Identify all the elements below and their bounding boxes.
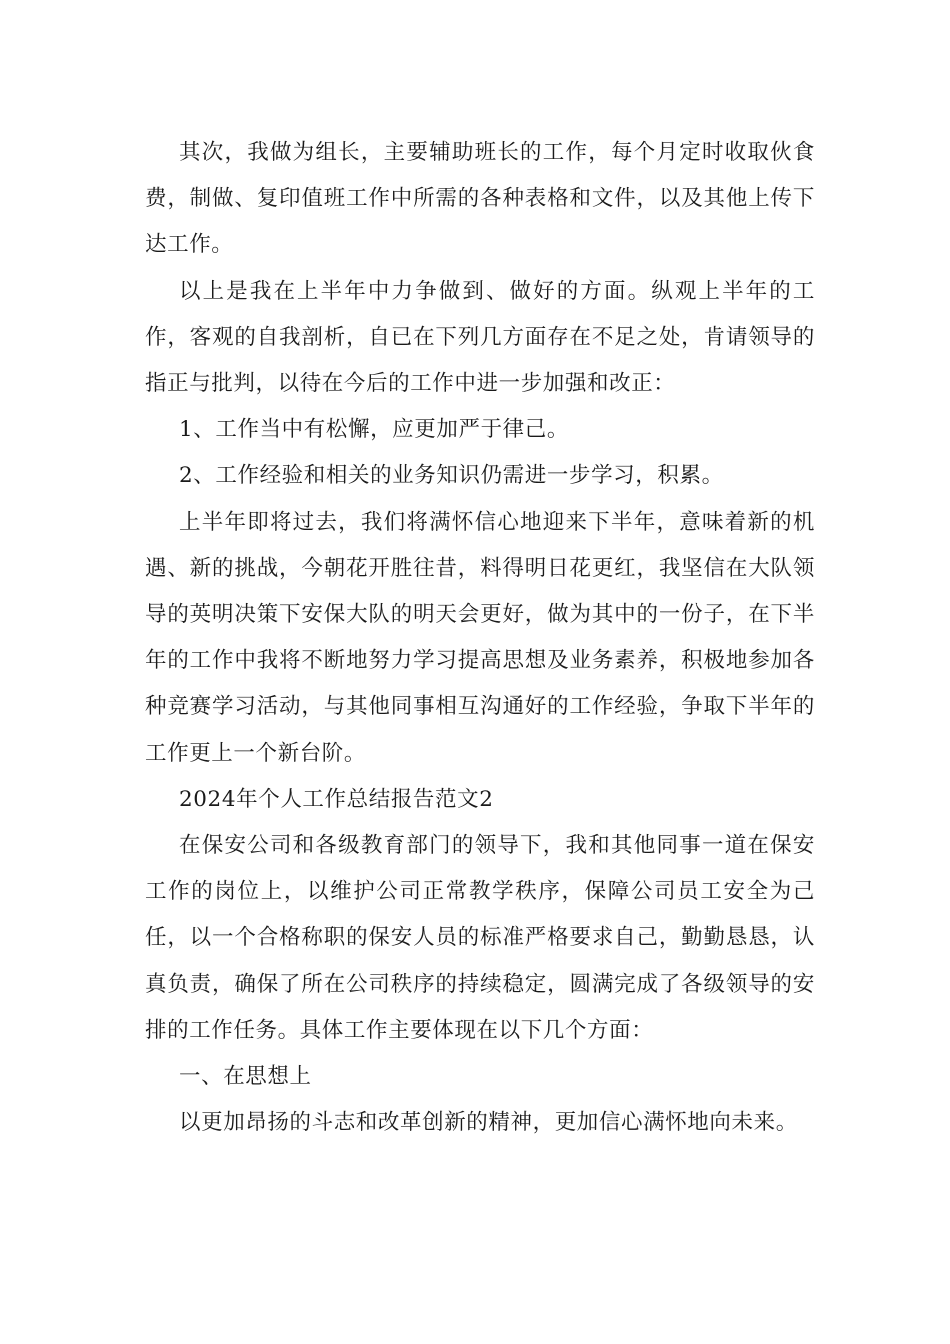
document-body <box>145 130 815 1146</box>
paragraph-2: 以上是我在上半年中力争做到、做好的方面。纵观上半年的工作，客观的自我剖析，自已在下列几方面存在不足之处，肯请领导的指正与批判，以待在今后的工作中进一步加强和改正： <box>145 278 815 397</box>
paragraph-5: 上半年即将过去，我们将满怀信心地迎来下半年，意味着新的机遇、新的挑战，今朝花开胜往昔，料得明日花更红，我坚信在大队领导的英明决策下安保大队的明天会更好，做为其中的一份子，在下半年的工作中我将不断地努力学习提高思想及业务素养，积极地参加各种竞赛学习活动，与其他同事相互沟通好的工作经验，争取下半年的工作更上一个新台阶。 <box>145 509 815 766</box>
paragraph-7: 在保安公司和各级教育部门的领导下，我和其他同事一道在保安工作的岗位上，以维护公司正常教学秩序，保障公司员工安全为己任，以一个合格称职的保安人员的标准严格要求自己，勤勤恳恳，认真负责，确保了所在公司秩序的持续稳定，圆满完成了各级领导的安排的工作任务。具体工作主要体现在以下几个方面： <box>145 833 815 1043</box>
paragraph-1: 其次，我做为组长，主要辅助班长的工作，每个月定时收取伙食费，制做、复印值班工作中所需的各种表格和文件，以及其他上传下达工作。 <box>145 140 815 258</box>
paragraph-3: 1、工作当中有松懈，应更加严于律己。 <box>179 417 569 443</box>
paragraph-9: 以更加昂扬的斗志和改革创新的精神，更加信心满怀地向未来。 <box>179 1110 798 1136</box>
paragraph-4: 2、工作经验和相关的业务知识仍需进一步学习，积累。 <box>179 463 724 489</box>
section-heading: 2024年个人工作总结报告范文2 <box>179 786 494 812</box>
subheading-thought: 一、在思想上 <box>179 1064 312 1090</box>
